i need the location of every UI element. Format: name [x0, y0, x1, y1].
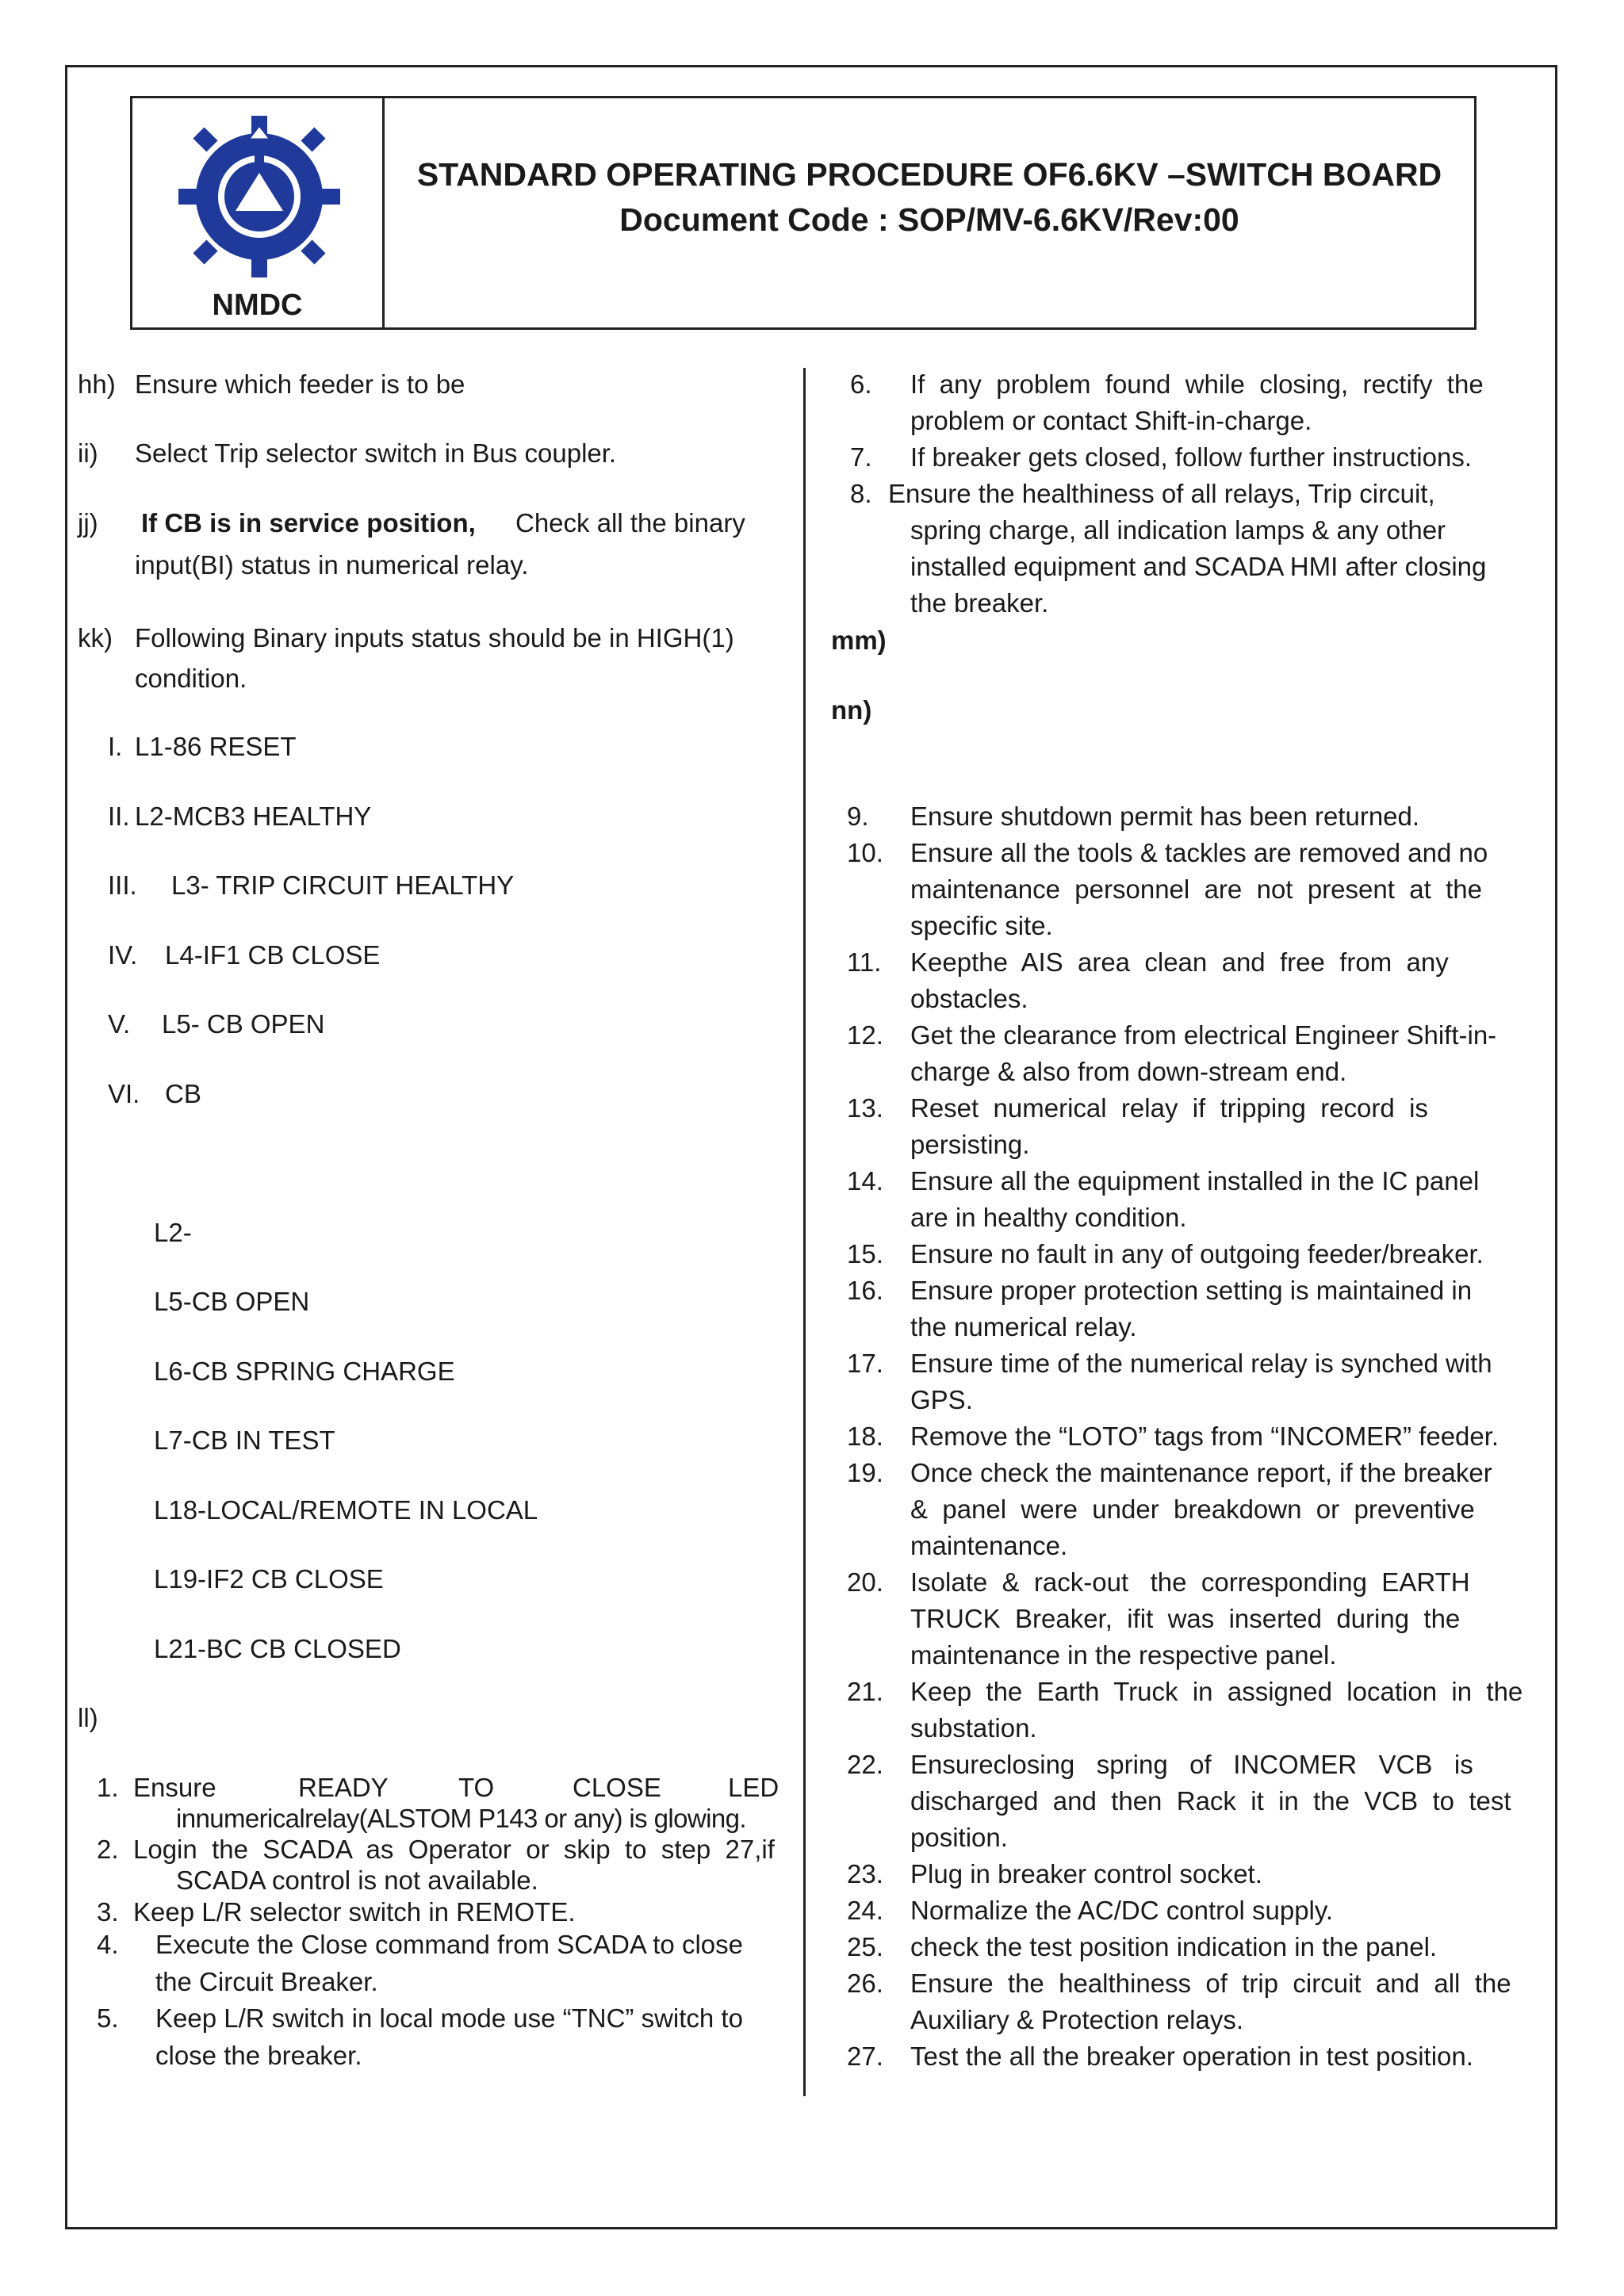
item-marker-ii: ii) [78, 438, 98, 468]
list-item-text: maintenance in the respective panel. [910, 1640, 1337, 1670]
roman-text: L5- CB OPEN [162, 1009, 325, 1039]
sub-item: L18-LOCAL/REMOTE IN LOCAL [154, 1495, 538, 1525]
roman-marker: V. [108, 1009, 131, 1039]
item-marker-mm: mm) [831, 626, 887, 655]
step-4-line1: Execute the Close command from SCADA to close [155, 1930, 743, 1959]
list-item-marker: 8. [850, 479, 872, 508]
org-name: NMDC [212, 289, 303, 322]
item-ii-text: Select Trip selector switch in Bus coupler. [135, 438, 617, 468]
list-item-text: Plug in breaker control socket. [910, 1859, 1262, 1888]
item-jj-bold: If CB is in service position, [141, 508, 476, 538]
list-item-marker: 14. [847, 1166, 883, 1196]
list-item-marker: 15. [847, 1239, 883, 1269]
list-item-text: Once check the maintenance report, if the breaker [910, 1458, 1492, 1487]
item-marker-kk: kk) [78, 623, 113, 652]
logo-cell [132, 98, 385, 327]
document-header [130, 96, 1477, 330]
list-item-text: Ensure all the tools & tackles are removed and no [910, 838, 1488, 867]
roman-marker: III. [108, 871, 137, 900]
list-item-text: GPS. [910, 1385, 973, 1414]
step-marker: 3. [97, 1897, 119, 1927]
title-cell [385, 98, 1474, 327]
list-item-marker: 21. [847, 1677, 883, 1706]
item-jj-text2: input(BI) status in numerical relay. [135, 550, 529, 580]
list-item-text: Auxiliary & Protection relays. [910, 2005, 1243, 2034]
list-item-text: substation. [910, 1713, 1037, 1743]
step-marker: 2. [97, 1835, 119, 1864]
list-item-marker: 11. [847, 947, 882, 977]
list-item-text: Test the all the breaker operation in test position. [910, 2042, 1473, 2071]
list-item-text: Get the clearance from electrical Engineer Shift-in- [910, 1020, 1497, 1050]
step-2-line1: Login the SCADA as Operator or skip to step 27,if [133, 1835, 775, 1864]
list-item-text: charge & also from down-stream end. [910, 1057, 1347, 1086]
list-item-text: Ensure the healthiness of trip circuit and all the [910, 1969, 1511, 1998]
sub-item: L19-IF2 CB CLOSE [154, 1564, 384, 1594]
list-item-text: position. [910, 1823, 1008, 1852]
list-item-text: installed equipment and SCADA HMI after closing [910, 552, 1487, 581]
item-hh-text: Ensure which feeder is to be [135, 369, 465, 399]
step-1-word: CLOSE [573, 1773, 661, 1802]
step-marker: 1. [97, 1773, 119, 1802]
list-item-text: Ensure proper protection setting is maintained in [910, 1276, 1473, 1305]
list-item-text: Ensure all the equipment installed in the IC panel [910, 1166, 1480, 1196]
list-item-text: TRUCK Breaker, ifit was inserted during the [910, 1604, 1461, 1633]
roman-text: CB [165, 1079, 201, 1108]
list-item-text: spring charge, all indication lamps & any other [910, 515, 1446, 545]
sub-item: L6-CB SPRING CHARGE [154, 1357, 455, 1386]
item-marker-hh: hh) [78, 369, 116, 399]
list-item-marker: 17. [847, 1349, 883, 1378]
list-item-text: specific site. [910, 911, 1053, 940]
list-item-text: problem or contact Shift-in-charge. [910, 406, 1312, 435]
item-kk-text2: condition. [135, 664, 247, 693]
step-marker: 4. [97, 1930, 119, 1959]
list-item-text: the breaker. [910, 588, 1049, 618]
list-item-text: Remove the “LOTO” tags from “INCOMER” feeder. [910, 1422, 1500, 1451]
step-marker: 5. [97, 2003, 119, 2033]
list-item-text: Keep the Earth Truck in assigned location in the [910, 1677, 1523, 1706]
document-title: STANDARD OPERATING PROCEDURE OF6.6KV –SWITCH BOARD [416, 155, 1442, 193]
list-item-marker: 20. [847, 1567, 883, 1597]
list-item-text: Ensure the healthiness of all relays, Trip circuit, [888, 479, 1435, 508]
step-5-line1: Keep L/R switch in local mode use “TNC” switch to [155, 2003, 743, 2033]
list-item-marker: 19. [847, 1458, 883, 1487]
roman-marker: II. [108, 802, 130, 831]
step-1-word: TO [458, 1773, 495, 1802]
list-item-marker: 13. [847, 1093, 883, 1123]
sub-item: L5-CB OPEN [154, 1287, 310, 1316]
list-item-text: persisting. [910, 1130, 1030, 1159]
step-4-line2: the Circuit Breaker. [155, 1967, 378, 1996]
list-item-text: the numerical relay. [910, 1312, 1137, 1341]
item-kk-text1: Following Binary inputs status should be in HIGH(1) [135, 623, 734, 652]
list-item-marker: 6. [850, 369, 872, 399]
list-item-text: check the test position indication in the panel. [910, 1932, 1438, 1961]
list-item-marker: 7. [850, 442, 872, 472]
document-code: Document Code : SOP/MV-6.6KV/Rev:00 [619, 201, 1239, 238]
list-item-marker: 27. [847, 2042, 883, 2071]
list-item-text: obstacles. [910, 984, 1028, 1013]
list-item-marker: 16. [847, 1276, 883, 1305]
list-item-text: If any problem found while closing, rectify the [910, 369, 1484, 399]
step-1-line2: innumericalrelay(ALSTOM P143 or any) is glowing. [176, 1804, 746, 1833]
list-item-text: Isolate & rack-out the corresponding EARTH [910, 1567, 1470, 1597]
step-1-word: LED [728, 1773, 779, 1802]
list-item-text: are in healthy condition. [910, 1203, 1187, 1232]
roman-marker: I. [108, 732, 123, 761]
roman-text: L4-IF1 CB CLOSE [165, 940, 381, 970]
nmdc-logo-icon [172, 108, 347, 282]
list-item-marker: 22. [847, 1750, 883, 1779]
list-item-text: discharged and then Rack it in the VCB to test [910, 1786, 1511, 1816]
sub-item: L21-BC CB CLOSED [154, 1634, 401, 1663]
roman-text: L2-MCB3 HEALTHY [135, 802, 372, 831]
list-item-text: & panel were under breakdown or preventive [910, 1494, 1475, 1524]
list-item-text: Ensure no fault in any of outgoing feeder/breaker. [910, 1239, 1484, 1269]
list-item-text: maintenance personnel are not present at the [910, 874, 1482, 904]
list-item-marker: 26. [847, 1969, 883, 1998]
step-5-line2: close the breaker. [155, 2041, 362, 2070]
list-item-text: If breaker gets closed, follow further instructions. [910, 442, 1472, 472]
list-item-marker: 23. [847, 1859, 883, 1888]
list-item-marker: 24. [847, 1896, 883, 1925]
list-item-text: Ensure time of the numerical relay is synched with [910, 1349, 1492, 1378]
step-3-line1: Keep L/R selector switch in REMOTE. [133, 1897, 576, 1927]
list-item-text: Keepthe AIS area clean and free from any [910, 947, 1449, 977]
roman-text: L1-86 RESET [135, 732, 297, 761]
roman-marker: VI. [108, 1079, 140, 1108]
item-jj-text1: Check all the binary [515, 508, 745, 538]
list-item-text: Ensureclosing spring of INCOMER VCB is [910, 1750, 1473, 1779]
list-item-marker: 18. [847, 1422, 883, 1451]
list-item-marker: 9. [847, 802, 869, 831]
step-1-word: READY [298, 1773, 389, 1802]
list-item-text: Reset numerical relay if tripping record is [910, 1093, 1428, 1123]
list-item-text: maintenance. [910, 1531, 1068, 1560]
item-marker-ll: ll) [78, 1703, 98, 1732]
item-marker-jj: jj) [78, 508, 98, 538]
roman-text: L3- TRIP CIRCUIT HEALTHY [171, 871, 515, 900]
list-item-marker: 12. [847, 1020, 883, 1050]
step-1-word: Ensure [133, 1773, 216, 1802]
column-divider [803, 368, 806, 2096]
roman-marker: IV. [108, 940, 138, 970]
list-item-marker: 10. [847, 838, 883, 867]
sub-item: L7-CB IN TEST [154, 1425, 335, 1455]
sub-item: L2- [154, 1218, 192, 1247]
list-item-marker: 25. [847, 1932, 883, 1961]
list-item-text: Ensure shutdown permit has been returned. [910, 802, 1420, 831]
item-marker-nn: nn) [831, 695, 872, 725]
step-2-line2: SCADA control is not available. [176, 1866, 538, 1895]
list-item-text: Normalize the AC/DC control supply. [910, 1896, 1334, 1925]
